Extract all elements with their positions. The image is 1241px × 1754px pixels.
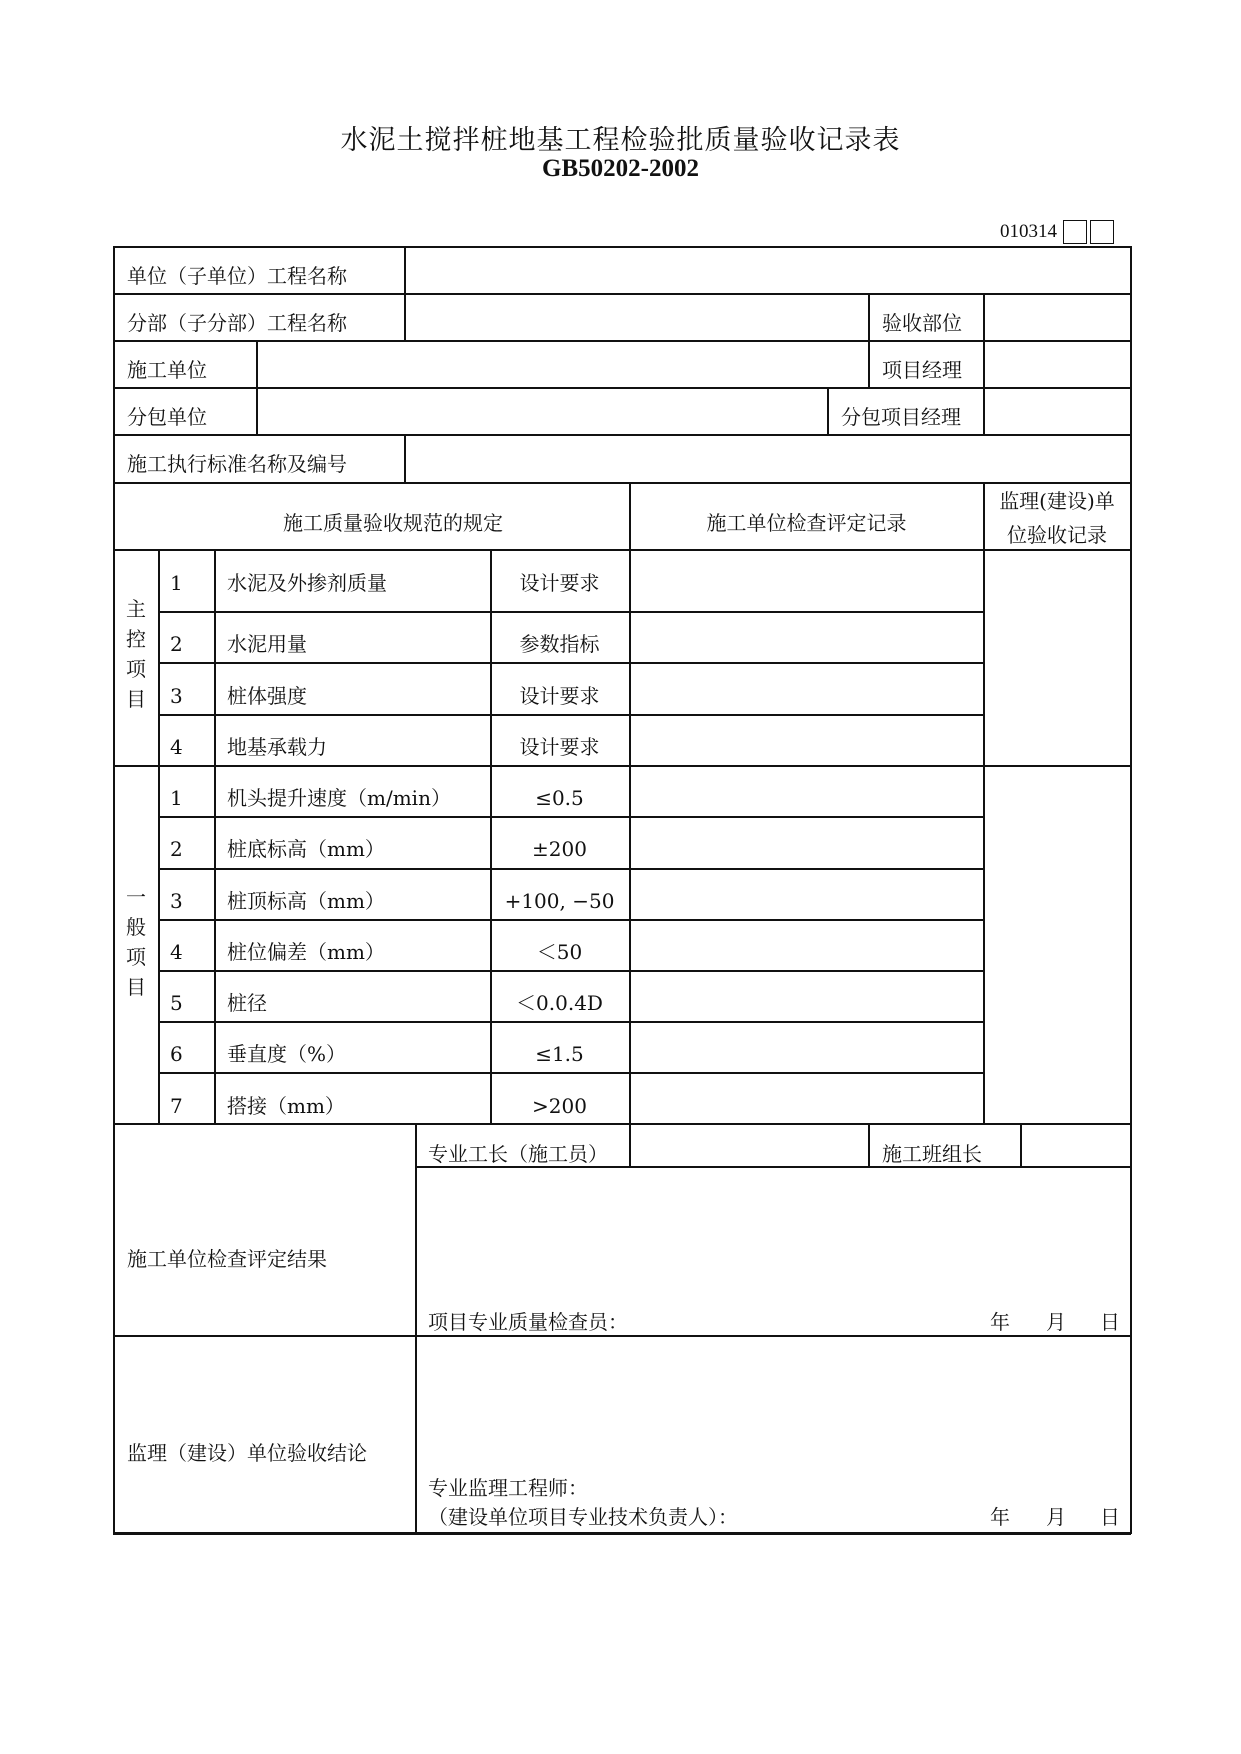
main-item-requirement: 设计要求 bbox=[519, 735, 600, 759]
acceptance-part-label: 验收部位 bbox=[882, 311, 962, 335]
general-item-name: 搭接（mm） bbox=[227, 1094, 345, 1118]
col-divider bbox=[158, 549, 160, 1124]
general-item-requirement: ≤1.5 bbox=[535, 1042, 584, 1066]
table-border-bottom bbox=[113, 1532, 1131, 1535]
col-divider bbox=[983, 482, 985, 1124]
supervision-column-header-line1: 监理(建设)单 bbox=[999, 489, 1115, 513]
general-item-name: 机头提升速度（m/min） bbox=[227, 786, 451, 810]
col-divider bbox=[1020, 1123, 1022, 1166]
general-item-name: 桩位偏差（mm） bbox=[227, 940, 385, 964]
supervision-column-header-line2: 位验收记录 bbox=[1007, 523, 1107, 547]
date-year: 年 bbox=[990, 1505, 1010, 1529]
col-divider bbox=[214, 549, 216, 1124]
col-divider bbox=[629, 482, 631, 1124]
col-divider bbox=[868, 340, 870, 387]
main-item-no: 2 bbox=[170, 632, 183, 656]
general-item-requirement: +100, −50 bbox=[504, 889, 615, 913]
standard-code: GB50202-2002 bbox=[542, 155, 699, 182]
row-divider bbox=[113, 434, 1131, 436]
main-control-char: 目 bbox=[126, 687, 146, 711]
general-item-requirement: >200 bbox=[532, 1094, 587, 1118]
col-divider bbox=[415, 1123, 417, 1533]
general-char: 目 bbox=[126, 975, 146, 999]
row-divider bbox=[158, 816, 984, 818]
row-divider bbox=[113, 482, 1131, 484]
row-divider bbox=[158, 1021, 984, 1023]
general-item-requirement: ±200 bbox=[532, 837, 587, 861]
row-divider bbox=[113, 549, 1131, 551]
project-manager-label: 项目经理 bbox=[882, 358, 962, 382]
general-item-no: 6 bbox=[170, 1042, 183, 1066]
table-border-right bbox=[1130, 246, 1132, 1534]
row-divider bbox=[158, 970, 984, 972]
standard-name-label: 施工执行标准名称及编号 bbox=[127, 452, 347, 476]
row-divider bbox=[158, 714, 984, 716]
main-control-label bbox=[114, 594, 158, 714]
col-divider bbox=[827, 387, 829, 434]
main-control-char: 主 bbox=[126, 597, 146, 621]
main-item-no: 4 bbox=[170, 735, 183, 759]
row-divider bbox=[113, 387, 1131, 389]
general-item-no: 3 bbox=[170, 889, 183, 913]
general-char: 一 bbox=[126, 885, 146, 909]
general-item-name: 桩顶标高（mm） bbox=[227, 889, 385, 913]
main-item-name: 水泥及外掺剂质量 bbox=[227, 571, 387, 595]
main-item-requirement: 设计要求 bbox=[519, 684, 600, 708]
col-divider bbox=[404, 293, 406, 340]
row-divider bbox=[113, 293, 1131, 295]
general-item-name: 桩底标高（mm） bbox=[227, 837, 385, 861]
sub-project-label: 分部（子分部）工程名称 bbox=[127, 311, 347, 335]
general-item-no: 7 bbox=[170, 1094, 183, 1118]
table-border-top bbox=[113, 246, 1131, 248]
col-divider bbox=[983, 340, 985, 387]
col-divider bbox=[404, 246, 406, 293]
construction-unit-label: 施工单位 bbox=[127, 358, 207, 382]
col-divider bbox=[983, 293, 985, 340]
unit-project-label: 单位（子单位）工程名称 bbox=[127, 264, 347, 288]
row-divider bbox=[158, 611, 984, 613]
general-item-requirement: ＜50 bbox=[536, 940, 583, 964]
row-divider bbox=[415, 1166, 1131, 1168]
main-item-name: 桩体强度 bbox=[227, 684, 307, 708]
owner-rep-label: （建设单位项目专业技术负责人）： bbox=[428, 1505, 738, 1529]
general-item-no: 2 bbox=[170, 837, 183, 861]
row-divider bbox=[158, 868, 984, 870]
general-items-label bbox=[114, 882, 158, 1002]
main-control-char: 项 bbox=[126, 657, 146, 681]
row-divider bbox=[113, 765, 1131, 767]
foreman-label: 专业工长（施工员） bbox=[428, 1142, 608, 1166]
date-day: 日 bbox=[1100, 1310, 1120, 1334]
col-divider bbox=[404, 434, 406, 482]
main-item-requirement: 设计要求 bbox=[519, 571, 600, 595]
main-item-no: 1 bbox=[170, 571, 183, 595]
main-control-char: 控 bbox=[126, 627, 146, 651]
check-result-label: 施工单位检查评定结果 bbox=[127, 1247, 327, 1271]
general-item-requirement: ＜0.0.4D bbox=[516, 991, 603, 1015]
row-divider bbox=[158, 1072, 984, 1074]
date-year: 年 bbox=[990, 1310, 1010, 1334]
row-divider bbox=[158, 662, 984, 664]
supervisor-label: 专业监理工程师： bbox=[428, 1476, 588, 1500]
page-title: 水泥土搅拌桩地基工程检验批质量验收记录表 bbox=[340, 125, 901, 156]
general-item-requirement: ≤0.5 bbox=[535, 786, 584, 810]
row-divider bbox=[113, 1123, 1131, 1125]
main-item-no: 3 bbox=[170, 684, 183, 708]
row-divider bbox=[113, 340, 1131, 342]
quality-inspector-label: 项目专业质量检查员： bbox=[428, 1310, 628, 1334]
subcontract-unit-label: 分包单位 bbox=[127, 405, 207, 429]
general-item-name: 桩径 bbox=[227, 991, 267, 1015]
spec-column-header: 施工质量验收规范的规定 bbox=[283, 511, 503, 535]
check-record-column-header: 施工单位检查评定记录 bbox=[706, 511, 907, 535]
team-leader-label: 施工班组长 bbox=[882, 1142, 982, 1166]
form-code-text: 010314 bbox=[1000, 221, 1057, 242]
general-char: 项 bbox=[126, 945, 146, 969]
main-item-requirement: 参数指标 bbox=[519, 632, 600, 656]
subcontract-manager-label: 分包项目经理 bbox=[841, 405, 961, 429]
main-item-name: 地基承载力 bbox=[227, 735, 327, 759]
date-month: 月 bbox=[1046, 1505, 1066, 1529]
col-divider bbox=[868, 293, 870, 340]
row-divider bbox=[113, 1335, 1131, 1337]
supervision-conclusion-label: 监理（建设）单位验收结论 bbox=[127, 1441, 367, 1465]
general-char: 般 bbox=[126, 915, 146, 939]
row-divider bbox=[158, 919, 984, 921]
col-divider bbox=[256, 340, 258, 434]
date-month: 月 bbox=[1046, 1310, 1066, 1334]
main-item-name: 水泥用量 bbox=[227, 632, 307, 656]
general-item-no: 5 bbox=[170, 991, 183, 1015]
col-divider bbox=[983, 387, 985, 434]
col-divider bbox=[629, 1123, 631, 1166]
general-item-no: 1 bbox=[170, 786, 183, 810]
col-divider bbox=[868, 1123, 870, 1166]
date-day: 日 bbox=[1100, 1505, 1120, 1529]
general-item-name: 垂直度（%） bbox=[227, 1042, 347, 1066]
general-item-no: 4 bbox=[170, 940, 183, 964]
